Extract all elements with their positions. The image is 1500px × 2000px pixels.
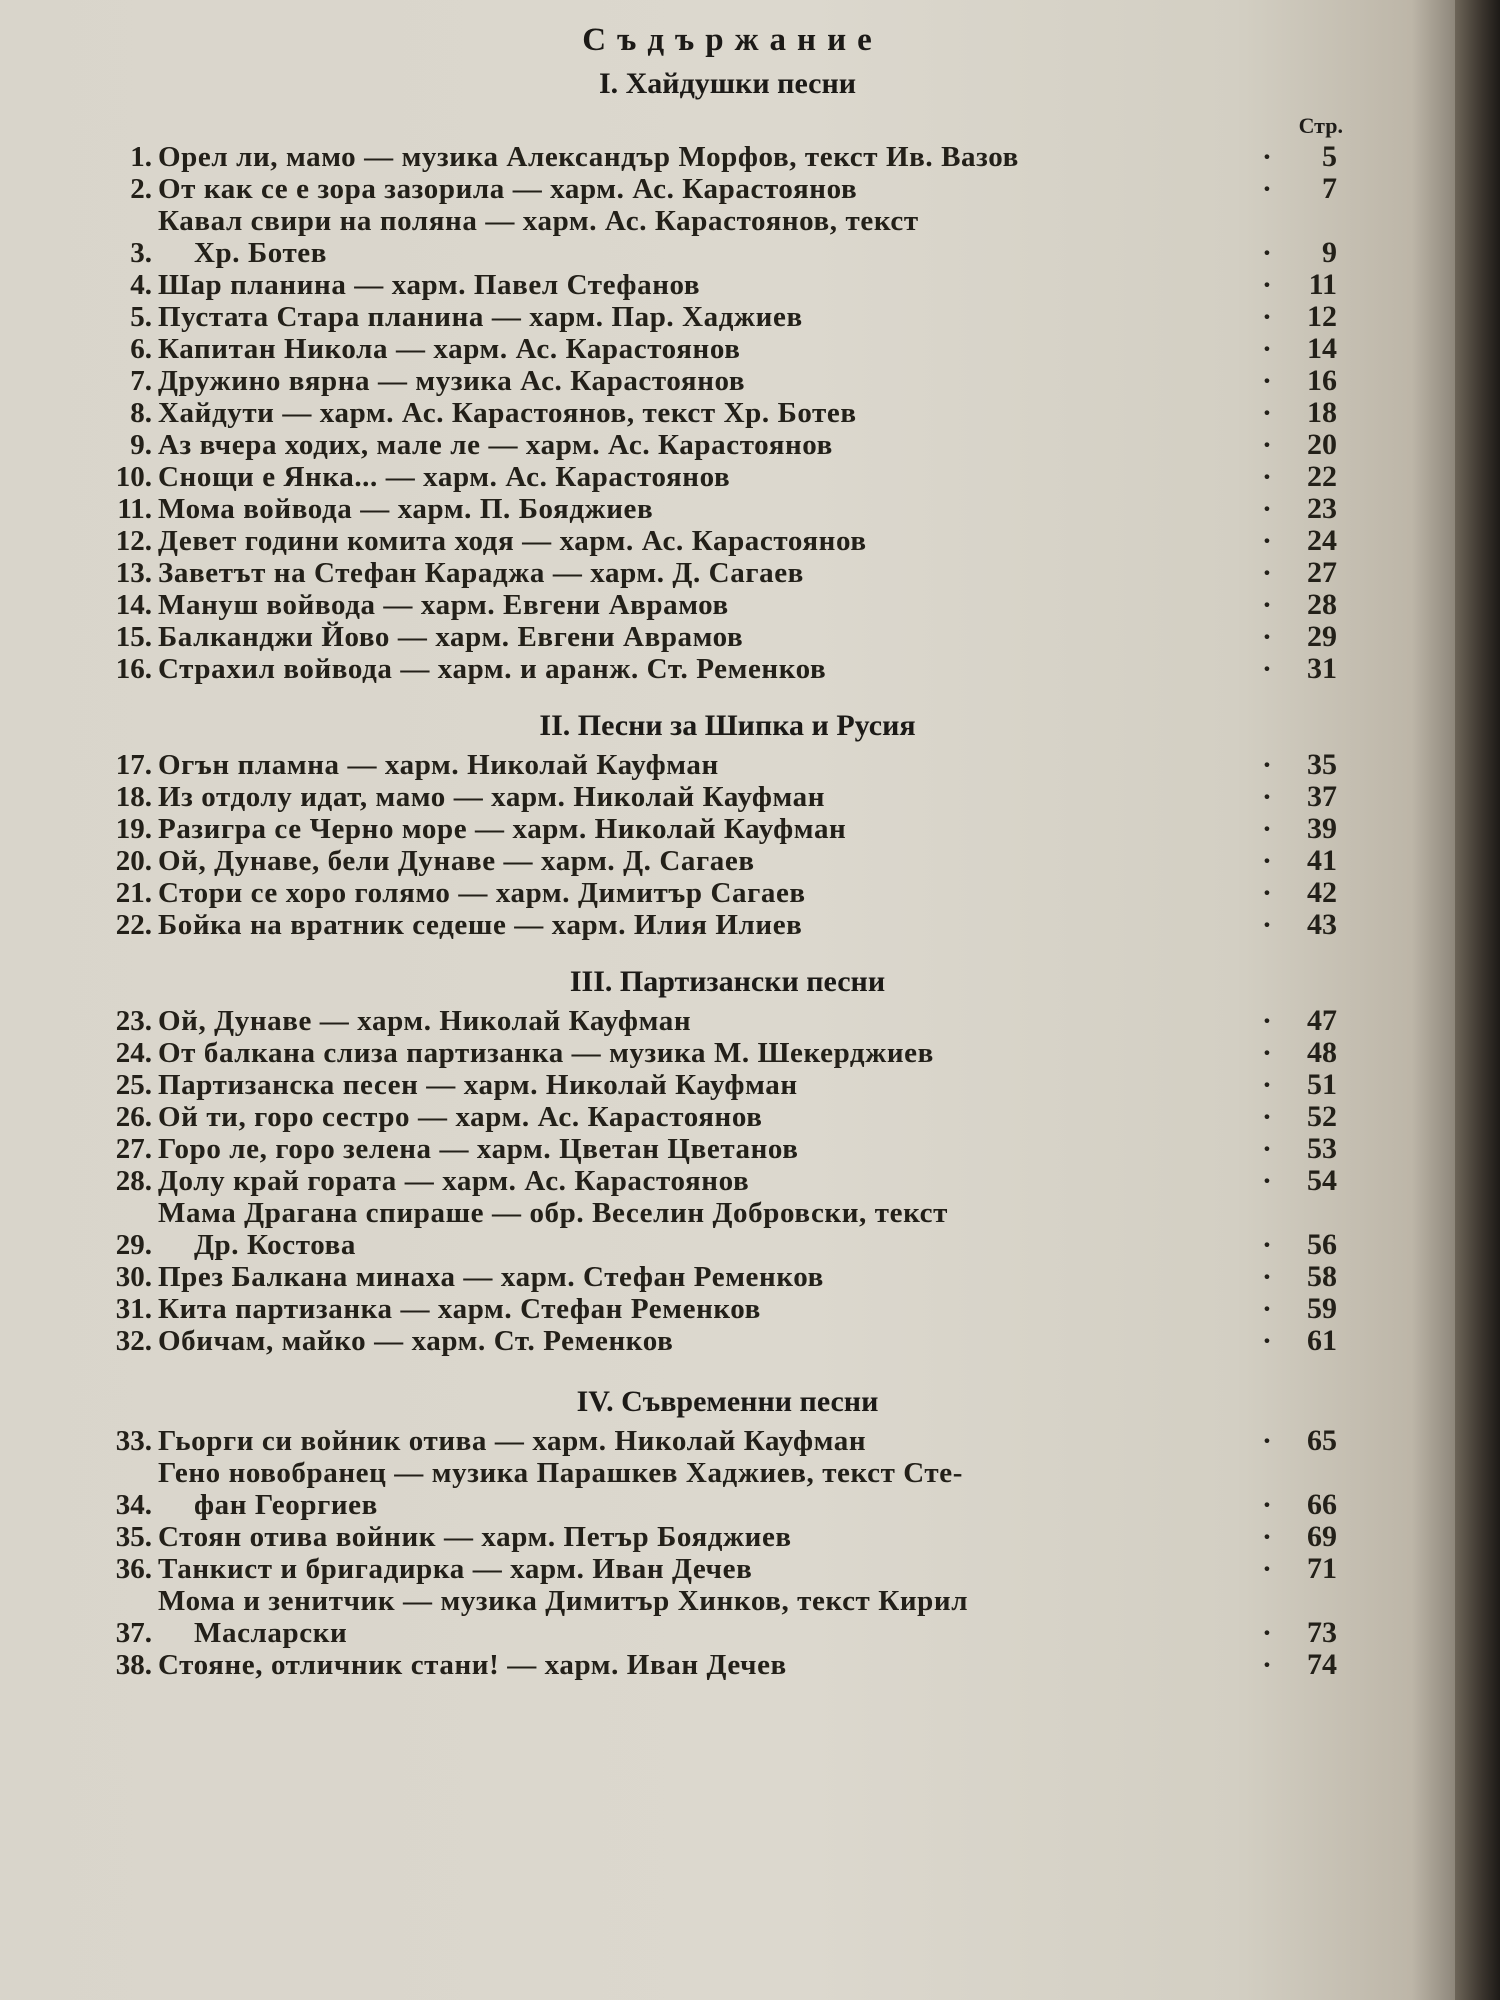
toc-entry bbox=[0, 1553, 1455, 1585]
leader-dots: · bbox=[1262, 813, 1274, 845]
leader-dots: · bbox=[1262, 1133, 1274, 1165]
entry-number: 38. bbox=[115, 1649, 152, 1681]
entry-title-line: Заветът на Стефан Караджа — харм. Д. Сагаев bbox=[158, 557, 804, 589]
entry-title bbox=[158, 205, 1255, 269]
leader-dots: · bbox=[1262, 493, 1274, 525]
toc-entry bbox=[0, 205, 1455, 269]
entry-number: 5. bbox=[130, 301, 152, 333]
page-title: Съдържание bbox=[582, 22, 883, 58]
toc-entry bbox=[0, 1261, 1455, 1293]
toc-entry bbox=[0, 1293, 1455, 1325]
entry-title bbox=[158, 1293, 1255, 1325]
entry-number: 15. bbox=[115, 621, 152, 653]
entry-number: 20. bbox=[115, 845, 152, 877]
leader-dots: · bbox=[1262, 1165, 1274, 1197]
toc-entry bbox=[0, 1197, 1455, 1261]
leader-dots: · bbox=[1262, 1553, 1274, 1585]
entry-title-continuation: Др. Костова bbox=[194, 1229, 356, 1261]
entry-page-number: 51 bbox=[1307, 1068, 1337, 1101]
entry-title-line: Капитан Никола — харм. Ас. Карастоянов bbox=[158, 333, 741, 365]
entry-title bbox=[158, 333, 1255, 365]
entry-number: 35. bbox=[115, 1521, 152, 1553]
entry-page-number: 24 bbox=[1307, 524, 1337, 557]
entry-title bbox=[158, 1585, 1255, 1649]
entry-title-line: Стоян отива войник — харм. Петър Бояджиев bbox=[158, 1521, 792, 1553]
entry-title bbox=[158, 749, 1255, 781]
entry-title-line: Кита партизанка — харм. Стефан Ременков bbox=[158, 1293, 761, 1325]
entry-number: 14. bbox=[115, 589, 152, 621]
toc-entry bbox=[0, 653, 1455, 685]
entry-number: 22. bbox=[115, 909, 152, 941]
section-title-3: III. Партизански песни bbox=[569, 965, 886, 998]
toc-entry bbox=[0, 141, 1455, 173]
entry-page-number: 65 bbox=[1307, 1424, 1337, 1457]
entry-page-number: 39 bbox=[1307, 812, 1337, 845]
leader-dots: · bbox=[1262, 1649, 1274, 1681]
entry-page-number: 61 bbox=[1307, 1324, 1337, 1357]
entry-number: 21. bbox=[115, 877, 152, 909]
entry-page-number: 41 bbox=[1307, 844, 1337, 877]
entry-title-line: Мома и зенитчик — музика Димитър Хинков, текст Кирил bbox=[158, 1585, 969, 1617]
entry-title bbox=[158, 141, 1255, 173]
entry-page-number: 31 bbox=[1307, 652, 1337, 685]
entry-number: 37. bbox=[115, 1617, 152, 1649]
entry-title bbox=[158, 1649, 1255, 1681]
toc-entry bbox=[0, 173, 1455, 205]
entry-page-number: 11 bbox=[1308, 268, 1337, 301]
toc-entry bbox=[0, 621, 1455, 653]
entry-title-line: Стори се хоро голямо — харм. Димитър Сагаев bbox=[158, 877, 806, 909]
entry-number: 32. bbox=[115, 1325, 152, 1357]
toc-entry bbox=[0, 493, 1455, 525]
entry-title bbox=[158, 493, 1255, 525]
entry-title-line: Из отдолу идат, мамо — харм. Николай Кауфман bbox=[158, 781, 826, 813]
entry-title-line: Балканджи Йово — харм. Евгени Аврамов bbox=[158, 621, 744, 653]
entry-title bbox=[158, 909, 1255, 941]
section-title-2: II. Песни за Шипка и Русия bbox=[539, 709, 916, 742]
toc-entry bbox=[0, 269, 1455, 301]
entry-title bbox=[158, 1521, 1255, 1553]
toc-entry bbox=[0, 845, 1455, 877]
section-1-list bbox=[0, 141, 1455, 685]
leader-dots: · bbox=[1262, 557, 1274, 589]
entry-title bbox=[158, 173, 1255, 205]
leader-dots: · bbox=[1262, 461, 1274, 493]
entry-page-number: 18 bbox=[1307, 396, 1337, 429]
leader-dots: · bbox=[1262, 525, 1274, 557]
entry-number: 33. bbox=[115, 1425, 152, 1457]
section-3-list bbox=[0, 1005, 1455, 1357]
leader-dots: · bbox=[1262, 621, 1274, 653]
toc-entry bbox=[0, 429, 1455, 461]
entry-page-number: 14 bbox=[1307, 332, 1337, 365]
leader-dots: · bbox=[1262, 781, 1274, 813]
entry-number: 12. bbox=[115, 525, 152, 557]
leader-dots: · bbox=[1262, 269, 1274, 301]
leader-dots: · bbox=[1262, 1069, 1274, 1101]
entry-page-number: 12 bbox=[1307, 300, 1337, 333]
entry-title-line: Хайдути — харм. Ас. Карастоянов, текст Хр. Ботев bbox=[158, 397, 857, 429]
entry-page-number: 35 bbox=[1307, 748, 1337, 781]
toc-entry bbox=[0, 1521, 1455, 1553]
toc-entry bbox=[0, 1649, 1455, 1681]
entry-title-line: Снощи е Янка... — харм. Ас. Карастоянов bbox=[158, 461, 731, 493]
entry-number: 30. bbox=[115, 1261, 152, 1293]
entry-number: 9. bbox=[130, 429, 152, 461]
section-title-1: I. Хайдушки песни bbox=[598, 67, 857, 100]
toc-entry bbox=[0, 301, 1455, 333]
entry-page-number: 23 bbox=[1307, 492, 1337, 525]
section-2-list bbox=[0, 749, 1455, 941]
toc-entry bbox=[0, 333, 1455, 365]
entry-title-line: Девет години комита ходя — харм. Ас. Карастоянов bbox=[158, 525, 867, 557]
toc-entry bbox=[0, 877, 1455, 909]
leader-dots: · bbox=[1262, 1037, 1274, 1069]
toc-entry bbox=[0, 749, 1455, 781]
entry-page-number: 73 bbox=[1307, 1616, 1337, 1649]
leader-dots: · bbox=[1262, 845, 1274, 877]
entry-number: 17. bbox=[115, 749, 152, 781]
entry-page-number: 58 bbox=[1307, 1260, 1337, 1293]
toc-entry bbox=[0, 909, 1455, 941]
entry-title bbox=[158, 1005, 1255, 1037]
entry-number: 36. bbox=[115, 1553, 152, 1585]
entry-number: 8. bbox=[130, 397, 152, 429]
entry-title bbox=[158, 1101, 1255, 1133]
entry-title-line: Партизанска песен — харм. Николай Кауфман bbox=[158, 1069, 798, 1101]
toc-entry bbox=[0, 1005, 1455, 1037]
entry-page-number: 9 bbox=[1322, 236, 1337, 269]
toc-entry bbox=[0, 557, 1455, 589]
entry-title bbox=[158, 461, 1255, 493]
entry-title-line: Горо ле, горо зелена — харм. Цветан Цветанов bbox=[158, 1133, 799, 1165]
entry-page-number: 53 bbox=[1307, 1132, 1337, 1165]
toc-entry bbox=[0, 781, 1455, 813]
leader-dots: · bbox=[1262, 429, 1274, 461]
entry-title bbox=[158, 557, 1255, 589]
entry-number: 28. bbox=[115, 1165, 152, 1197]
leader-dots: · bbox=[1262, 365, 1274, 397]
entry-number: 13. bbox=[115, 557, 152, 589]
toc-entry bbox=[0, 1037, 1455, 1069]
entry-number: 31. bbox=[115, 1293, 152, 1325]
entry-page-number: 37 bbox=[1307, 780, 1337, 813]
entry-title bbox=[158, 813, 1255, 845]
toc-entry bbox=[0, 365, 1455, 397]
entry-title-line: Ой, Дунаве — харм. Николай Кауфман bbox=[158, 1005, 692, 1037]
entry-page-number: 42 bbox=[1307, 876, 1337, 909]
entry-title-line: Разигра се Черно море — харм. Николай Кауфман bbox=[158, 813, 847, 845]
entry-page-number: 5 bbox=[1322, 140, 1337, 173]
entry-title bbox=[158, 1165, 1255, 1197]
entry-title bbox=[158, 1197, 1255, 1261]
entry-page-number: 48 bbox=[1307, 1036, 1337, 1069]
toc-entry bbox=[0, 1133, 1455, 1165]
toc-entry bbox=[0, 1165, 1455, 1197]
leader-dots: · bbox=[1262, 909, 1274, 941]
toc-entry bbox=[0, 1425, 1455, 1457]
entry-page-number: 56 bbox=[1307, 1228, 1337, 1261]
entry-page-number: 27 bbox=[1307, 556, 1337, 589]
entry-title-line: Гьорги си войник отива — харм. Николай Кауфман bbox=[158, 1425, 867, 1457]
entry-page-number: 59 bbox=[1307, 1292, 1337, 1325]
leader-dots: · bbox=[1262, 1521, 1274, 1553]
entry-number: 23. bbox=[115, 1005, 152, 1037]
leader-dots: · bbox=[1262, 1261, 1274, 1293]
toc-entry bbox=[0, 1325, 1455, 1357]
entry-page-number: 74 bbox=[1307, 1648, 1337, 1681]
entry-title-line: Стояне, отличник стани! — харм. Иван Дечев bbox=[158, 1649, 787, 1681]
entry-number: 11. bbox=[117, 493, 152, 525]
entry-number: 25. bbox=[115, 1069, 152, 1101]
entry-title-line: Шар планина — харм. Павел Стефанов bbox=[158, 269, 701, 301]
entry-title-line: Мама Драгана спираше — обр. Веселин Добровски, текст bbox=[158, 1197, 948, 1229]
leader-dots: · bbox=[1262, 749, 1274, 781]
entry-title bbox=[158, 1133, 1255, 1165]
entry-title bbox=[158, 621, 1255, 653]
entry-title-line: Танкист и бригадирка — харм. Иван Дечев bbox=[158, 1553, 753, 1585]
entry-title bbox=[158, 1425, 1255, 1457]
entry-title bbox=[158, 1325, 1255, 1357]
entry-number: 24. bbox=[115, 1037, 152, 1069]
entry-title-line: Долу край гората — харм. Ас. Карастоянов bbox=[158, 1165, 750, 1197]
toc-entry bbox=[0, 813, 1455, 845]
entry-title-line: През Балкана минаха — харм. Стефан Ременков bbox=[158, 1261, 824, 1293]
leader-dots: · bbox=[1262, 1425, 1274, 1457]
entry-title bbox=[158, 1553, 1255, 1585]
entry-title-line: Ой, Дунаве, бели Дунаве — харм. Д. Сагаев bbox=[158, 845, 755, 877]
entry-number: 18. bbox=[115, 781, 152, 813]
entry-number: 7. bbox=[130, 365, 152, 397]
entry-number: 26. bbox=[115, 1101, 152, 1133]
entry-number: 10. bbox=[115, 461, 152, 493]
toc-entry bbox=[0, 1457, 1455, 1521]
entry-title-continuation: фан Георгиев bbox=[194, 1489, 378, 1521]
entry-title-line: Аз вчера ходих, мале ле — харм. Ас. Карастоянов bbox=[158, 429, 833, 461]
section-title-4: IV. Съвременни песни bbox=[576, 1385, 879, 1418]
entry-title bbox=[158, 1457, 1255, 1521]
entry-page-number: 71 bbox=[1307, 1552, 1337, 1585]
leader-dots: · bbox=[1262, 589, 1274, 621]
toc-entry bbox=[0, 397, 1455, 429]
table-of-contents bbox=[0, 22, 1455, 1681]
entry-page-number: 69 bbox=[1307, 1520, 1337, 1553]
entry-page-number: 47 bbox=[1307, 1004, 1337, 1037]
entry-title-line: Пустата Стара планина — харм. Пар. Хаджиев bbox=[158, 301, 803, 333]
entry-title bbox=[158, 525, 1255, 557]
entry-title-line: Кавал свири на поляна — харм. Ас. Карастоянов, текст bbox=[158, 205, 919, 237]
leader-dots: · bbox=[1262, 1293, 1274, 1325]
leader-dots: · bbox=[1262, 1325, 1274, 1357]
toc-entry bbox=[0, 461, 1455, 493]
entry-page-number: 52 bbox=[1307, 1100, 1337, 1133]
leader-dots: · bbox=[1262, 1617, 1274, 1649]
entry-title bbox=[158, 845, 1255, 877]
leader-dots: · bbox=[1262, 333, 1274, 365]
entry-number: 4. bbox=[130, 269, 152, 301]
entry-number: 34. bbox=[115, 1489, 152, 1521]
entry-title-line: Бойка на вратник седеше — харм. Илия Илиев bbox=[158, 909, 803, 941]
entry-title bbox=[158, 301, 1255, 333]
entry-page-number: 7 bbox=[1322, 172, 1337, 205]
entry-title bbox=[158, 397, 1255, 429]
book-spine-shadow bbox=[1455, 0, 1500, 2000]
leader-dots: · bbox=[1262, 1489, 1274, 1521]
entry-title-line: От как се е зора зазорила — харм. Ас. Карастоянов bbox=[158, 173, 858, 205]
entry-number: 2. bbox=[130, 173, 152, 205]
leader-dots: · bbox=[1262, 173, 1274, 205]
entry-title bbox=[158, 1261, 1255, 1293]
entry-title bbox=[158, 1037, 1255, 1069]
entry-number: 29. bbox=[115, 1229, 152, 1261]
entry-title-line: Ой ти, горо сестро — харм. Ас. Карастоянов bbox=[158, 1101, 763, 1133]
toc-entry bbox=[0, 1069, 1455, 1101]
entry-title bbox=[158, 781, 1255, 813]
leader-dots: · bbox=[1262, 653, 1274, 685]
leader-dots: · bbox=[1262, 1101, 1274, 1133]
leader-dots: · bbox=[1262, 237, 1274, 269]
leader-dots: · bbox=[1262, 397, 1274, 429]
entry-number: 6. bbox=[130, 333, 152, 365]
toc-entry bbox=[0, 1585, 1455, 1649]
toc-entry bbox=[0, 589, 1455, 621]
entry-title bbox=[158, 269, 1255, 301]
entry-number: 3. bbox=[130, 237, 152, 269]
entry-title-line: Мануш войвода — харм. Евгени Аврамов bbox=[158, 589, 729, 621]
entry-number: 16. bbox=[115, 653, 152, 685]
entry-title-line: Орел ли, мамо — музика Александър Морфов, текст Ив. Вазов bbox=[158, 141, 1019, 173]
entry-number: 19. bbox=[115, 813, 152, 845]
entry-title bbox=[158, 365, 1255, 397]
leader-dots: · bbox=[1262, 141, 1274, 173]
toc-entry bbox=[0, 525, 1455, 557]
entry-title-line: Обичам, майко — харм. Ст. Ременков bbox=[158, 1325, 674, 1357]
entry-page-number: 54 bbox=[1307, 1164, 1337, 1197]
entry-number: 1. bbox=[130, 141, 152, 173]
entry-page-number: 66 bbox=[1307, 1488, 1337, 1521]
leader-dots: · bbox=[1262, 877, 1274, 909]
entry-title bbox=[158, 429, 1255, 461]
entry-page-number: 28 bbox=[1307, 588, 1337, 621]
entry-title-continuation: Масларски bbox=[194, 1617, 348, 1649]
entry-title-line: Дружино вярна — музика Ас. Карастоянов bbox=[158, 365, 746, 397]
leader-dots: · bbox=[1262, 1005, 1274, 1037]
entry-page-number: 29 bbox=[1307, 620, 1337, 653]
entry-title bbox=[158, 653, 1255, 685]
entry-title bbox=[158, 589, 1255, 621]
entry-page-number: 16 bbox=[1307, 364, 1337, 397]
entry-title bbox=[158, 1069, 1255, 1101]
entry-page-number: 22 bbox=[1307, 460, 1337, 493]
leader-dots: · bbox=[1262, 301, 1274, 333]
entry-title-line: Огън пламна — харм. Николай Кауфман bbox=[158, 749, 719, 781]
section-4-list bbox=[0, 1425, 1455, 1681]
entry-title-continuation: Хр. Ботев bbox=[194, 237, 328, 269]
entry-title bbox=[158, 877, 1255, 909]
page-column-label: Стр. bbox=[1298, 113, 1343, 138]
entry-number: 27. bbox=[115, 1133, 152, 1165]
entry-title-line: Страхил войвода — харм. и аранж. Ст. Ременков bbox=[158, 653, 827, 685]
toc-entry bbox=[0, 1101, 1455, 1133]
entry-title-line: Гено новобранец — музика Парашкев Хаджиев, текст Сте- bbox=[158, 1457, 964, 1489]
entry-page-number: 43 bbox=[1307, 908, 1337, 941]
entry-page-number: 20 bbox=[1307, 428, 1337, 461]
entry-title-line: Мома войвода — харм. П. Бояджиев bbox=[158, 493, 654, 525]
leader-dots: · bbox=[1262, 1229, 1274, 1261]
entry-title-line: От балкана слиза партизанка — музика М. Шекерджиев bbox=[158, 1037, 934, 1069]
